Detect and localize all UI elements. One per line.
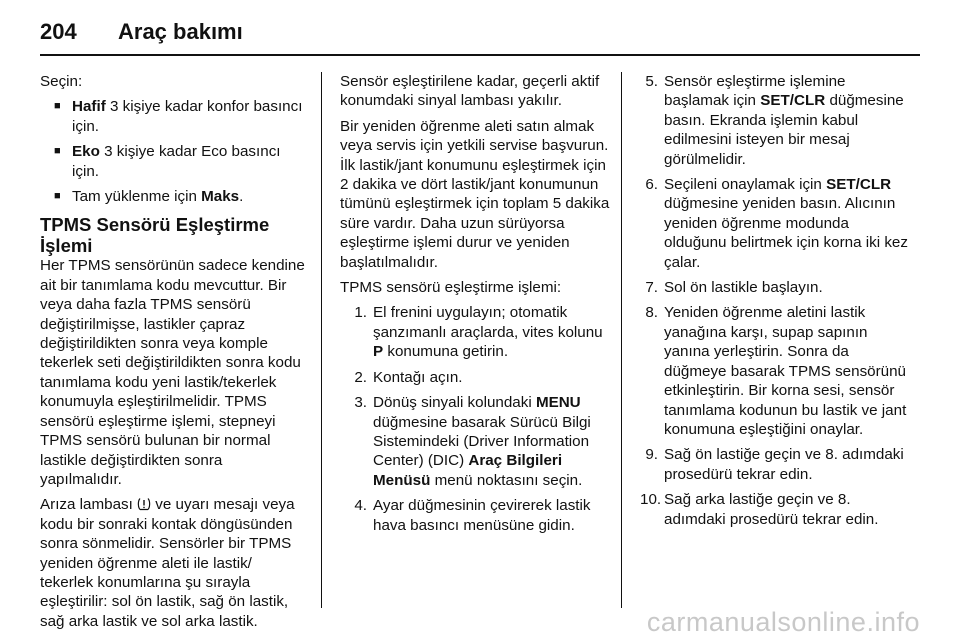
column-1 — [40, 72, 308, 637]
list-item: 10. Sağ arka lastiğe geçin ve 8. adımdaki prosedürü tekrar edin. — [640, 491, 879, 528]
paragraph: TPMS sensörü eşleştirme işlemi: — [340, 279, 562, 297]
list-item: ■ Eko 3 kişiye kadar Eco basıncı için. — [54, 143, 281, 180]
list-item: 3. Dönüş sinyali kolundaki MENU düğmesine basarak Sürücü Bilgi Sistemindeki (Driver Information Center) (DIC) Araç Bilgileri Menüsü menü noktasını seçin. — [354, 394, 591, 489]
list-item: 5. Sensör eşleştirme işlemine başlamak için SET/CLR düğmesine basın. Ekranda işlemin kabul edilmesini isteyen bir mesaj görülmelidir. — [645, 73, 904, 168]
section-heading: TPMS Sensörü Eşleştirme İşlemi — [40, 214, 270, 257]
header-divider — [40, 54, 920, 56]
list-item: 1. El frenini uygulayın; otomatik şanzımanlı araçlarda, vites kolunu P konumuna getirin. — [354, 304, 603, 361]
list-item: 7. Sol ön lastikle başlayın. — [645, 279, 823, 297]
column-3 — [640, 72, 908, 535]
page-number: 204 — [40, 19, 77, 44]
square-bullet-icon: ■ — [54, 145, 61, 158]
column-divider-1 — [321, 72, 322, 608]
list-item: ■ Hafif 3 kişiye kadar konfor basıncı için. — [54, 98, 303, 135]
paragraph: Bir yeniden öğrenme aleti satın almak veya servis için yetkili servise başvurun. İlk lastik/jant konumunu eşleştirmek için 2 dakika ve dört lastik/jant konumunun tümünü eşleştirmek için toplam 5 dakika süre vardır. Daha uzun sürüyorsa eşleştirme işlemi durur ve yeniden başlatılmalıdır. — [340, 117, 610, 271]
tire-pressure-warning-icon — [137, 497, 151, 511]
steps-list — [340, 303, 610, 534]
list-item: 2. Kontağı açın. — [354, 368, 463, 386]
list-item: ■ Tam yüklenme için Maks. — [54, 188, 244, 206]
list-item: 8. Yeniden öğrenme aletini lastik yanağına karşı, supap sapının yanına yerleştirin. Sonra da düğmeye basarak TPMS sensörünü etkinleştirin. Bir korna sesi, sensör tanımlama kodunun bu lastik ve jant konumuna eşleştiğini onaylar. — [645, 304, 907, 438]
paragraph: Arıza lambası ve uyarı mesajı veya kodu bir sonraki kontak döngüsünden sonra sönmelidir. Sensörler bir TPMS yeniden öğrenme aleti ile lastik/ tekerlek konumlarına şu sırayla eşleştirilir: sol ön lastik, sağ ön lastik, sağ arka lastik ve sol arka lastik. — [40, 496, 295, 630]
column-2 — [340, 72, 610, 541]
list-item: 6. Seçileni onaylamak için SET/CLR düğmesine yeniden basın. Alıcının yeniden öğrenme modunda olduğunu belirtmek için korna iki kez çalar. — [645, 176, 908, 271]
column-divider-2 — [621, 72, 622, 608]
page-header — [40, 14, 243, 50]
square-bullet-icon: ■ — [54, 100, 61, 113]
page-title: Araç bakımı — [118, 19, 243, 44]
list-item: 9. Sağ ön lastiğe geçin ve 8. adımdaki prosedürü tekrar edin. — [645, 446, 904, 483]
square-bullet-icon: ■ — [54, 190, 61, 203]
watermark: carmanualsonline.info — [646, 607, 920, 637]
list-item: 4. Ayar düğmesinin çevirerek lastik hava basıncı menüsüne gidin. — [354, 497, 591, 534]
paragraph: Sensör eşleştirilene kadar, geçerli aktif konumdaki sinyal lambası yakılır. — [340, 73, 600, 110]
select-intro: Seçin: — [40, 73, 83, 90]
paragraph: Her TPMS sensörünün sadece kendine ait bir tanımlama kodu mevcuttur. Bir veya daha fazla TPMS sensörü değiştirilmişse, lastikler çapraz değiştirildikten sonra veya komple tekerlek seti değiştirildikten sonra kodu tanımlama kodu yeni lastik/tekerlek konumuyla eşleştirilmelidir. TPMS sensörü eşleştirme işlemi, stepneyi TPMS sensörü bulunan bir normal lastikle değiştirdikten sonra yapılmalıdır. — [40, 257, 305, 488]
